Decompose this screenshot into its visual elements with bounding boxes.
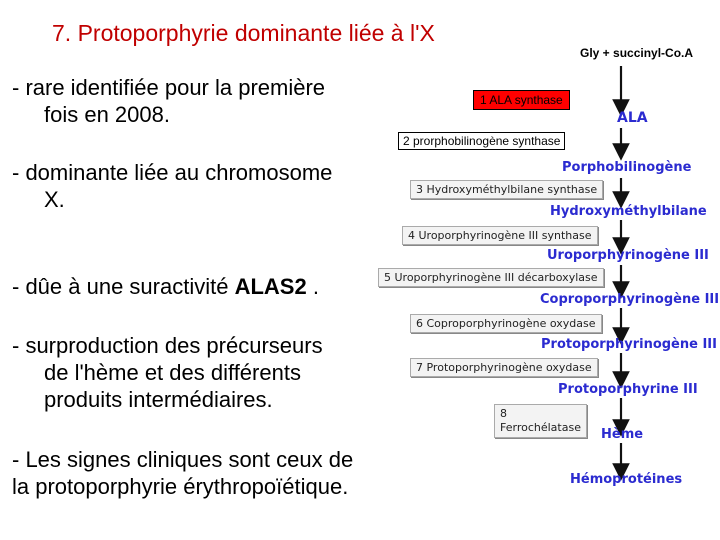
bullet-rare-line1: - rare identifiée pour la première — [12, 75, 326, 100]
substrate-protoporphyrinogene: Protoporphyrinogène III — [541, 337, 717, 352]
bullet-alas2-suffix: . — [306, 274, 319, 299]
product-heme: Hème — [601, 427, 644, 442]
enzyme-porphobilinogene-synthase-box: 2 prorphobilinogène synthase — [398, 132, 565, 150]
bullet-alas2-bold: ALAS2 — [234, 274, 307, 299]
bullet-surproduction-line3: produits intermédiaires. — [44, 387, 273, 412]
enzyme-3-box: 3 Hydroxyméthylbilane synthase — [410, 180, 603, 199]
bullet-rare-line2: fois en 2008. — [44, 102, 170, 127]
substrate-porphobilinogene: Porphobilinogène — [562, 160, 692, 175]
bullet-signes-line1: - Les signes cliniques sont ceux de — [12, 447, 354, 472]
bullet-alas2-prefix: - dûe à une suractivité — [12, 274, 235, 299]
enzyme-8-number: 8 — [500, 407, 507, 420]
enzyme-6-box: 6 Coproporphyrinogène oxydase — [410, 314, 602, 333]
product-hemoproteines: Hémoprotéines — [570, 472, 683, 487]
bullet-dominant-line1: - dominante liée au chromosome — [12, 160, 333, 185]
bullet-surproduction-line1: - surproduction des précurseurs — [12, 333, 323, 358]
enzyme-8-name: Ferrochélatase — [500, 421, 581, 434]
enzyme-8-box — [494, 404, 587, 438]
substrate-uroporphyrinogene: Uroporphyrinogène III — [547, 248, 709, 263]
bullet-dominant-line2: X. — [44, 187, 65, 212]
ala-label: ALA — [617, 110, 648, 126]
enzyme-7-box: 7 Protoporphyrinogène oxydase — [410, 358, 598, 377]
enzyme-4-box: 4 Uroporphyrinogène III synthase — [402, 226, 598, 245]
slide-title: 7. Protoporphyrie dominante liée à l'X — [52, 20, 435, 46]
bullet-surproduction-line2: de l'hème et des différents — [44, 360, 301, 385]
bullet-signes-line2: la protoporphyrie érythropoïétique. — [12, 474, 349, 499]
start-substrate: Gly + succinyl-Co.A — [580, 46, 694, 60]
substrate-hydroxymethylbilane: Hydroxyméthylbilane — [550, 204, 707, 219]
substrate-protoporphyrine: Protoporphyrine III — [558, 382, 698, 397]
enzyme-5-box: 5 Uroporphyrinogène III décarboxylase — [378, 268, 604, 287]
substrate-coproporphyrinogene: Coproporphyrinogène III — [540, 292, 720, 307]
enzyme-ala-synthase-box: 1 ALA synthase — [473, 90, 570, 110]
